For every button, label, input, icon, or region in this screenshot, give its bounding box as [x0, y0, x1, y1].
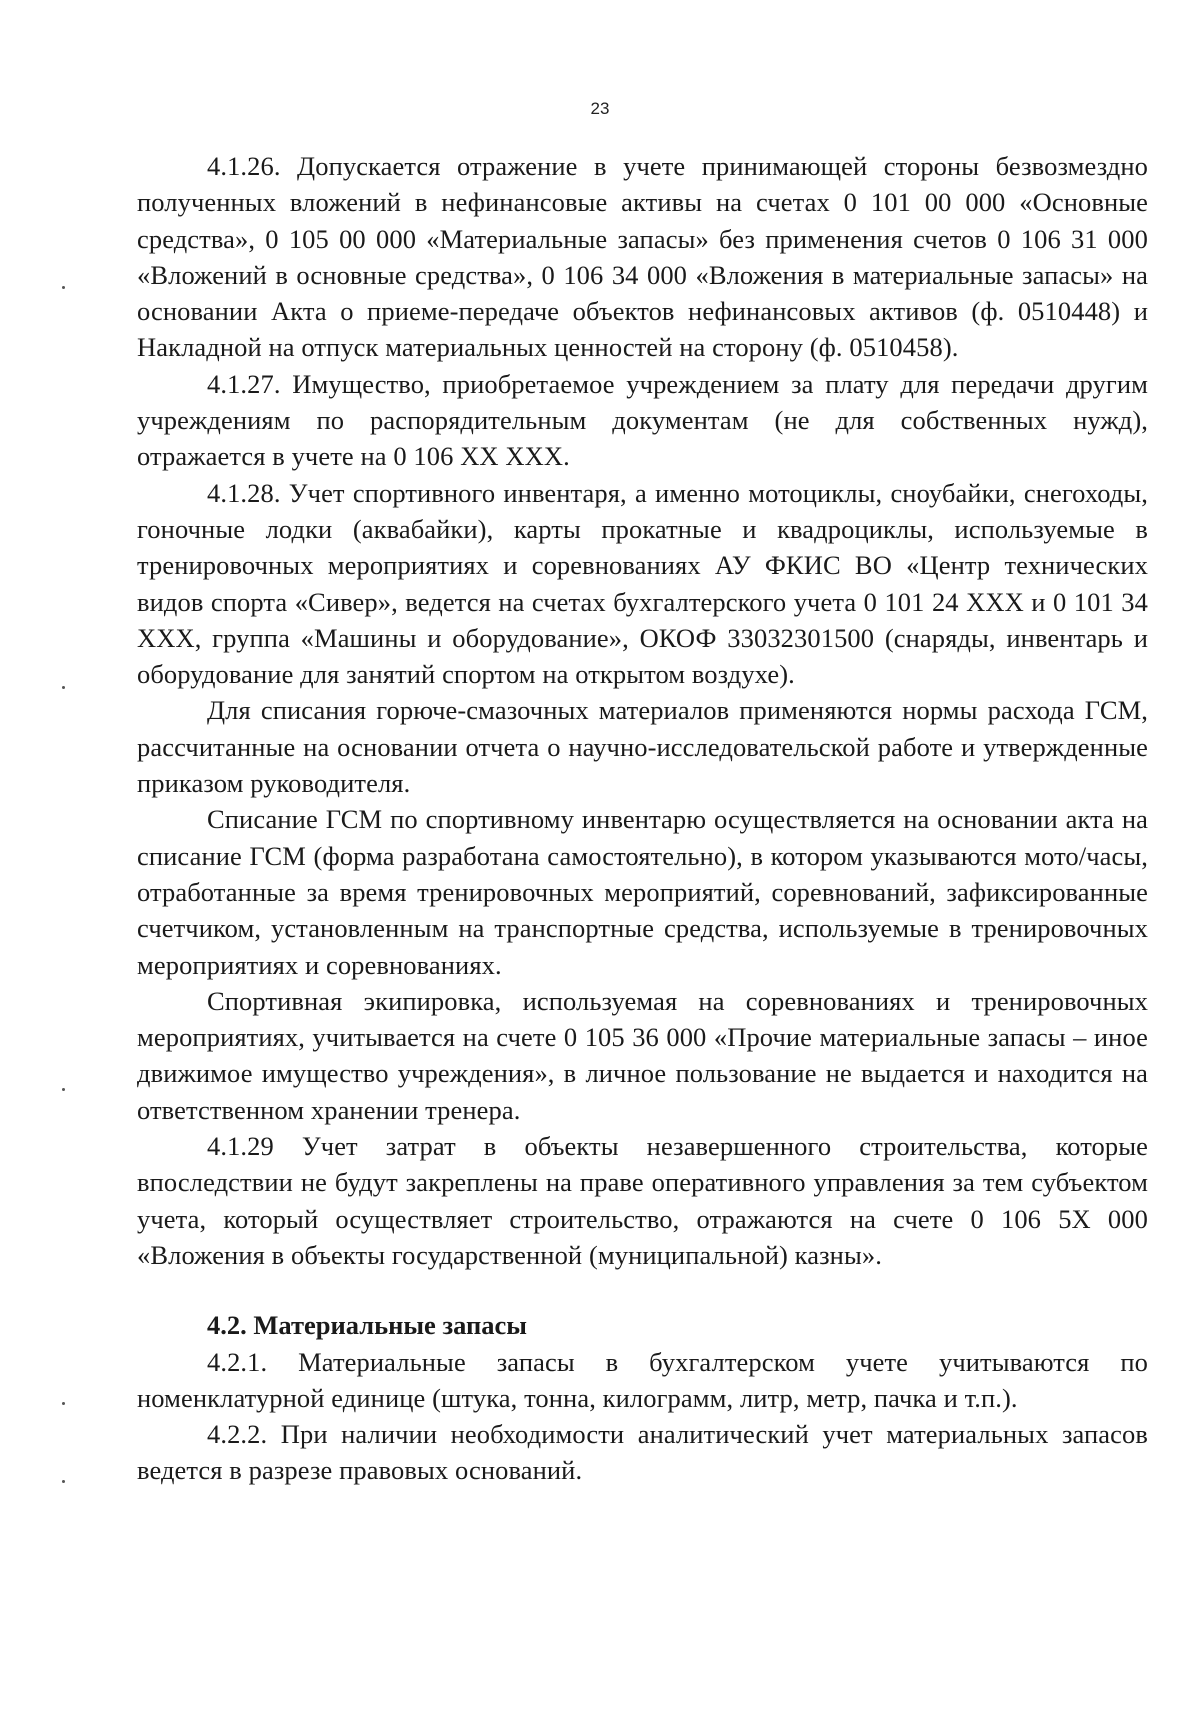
paragraph-4-2-2: 4.2.2. При наличии необходимости аналитический учет материальных запасов ведется в разрезе правовых оснований.	[137, 1419, 1148, 1486]
margin-mark	[62, 286, 65, 289]
margin-mark	[62, 1480, 65, 1483]
paragraph-4-1-29: 4.1.29 Учет затрат в объекты незавершенного строительства, которые впоследствии не будут закреплены на праве оперативного управления за тем субъектом учета, который осуществляет строительство, отражаются на счете 0 106 5X 000 «Вложения в объекты государственной (муниципальной) казны».	[137, 1131, 1148, 1270]
paragraph-4-1-27: 4.1.27. Имущество, приобретаемое учреждением за плату для передачи другим учреждениям по распорядительным документам (не для собственных нужд), отражается в учете на 0 106 XX XXX.	[137, 368, 1148, 472]
margin-mark	[62, 1088, 65, 1091]
paragraph-4-1-28: 4.1.28. Учет спортивного инвентаря, а именно мотоциклы, сноубайки, снегоходы, гоночные лодки (аквабайки), карты прокатные и квадроциклы, используемые в тренировочных мероприятиях и соревнованиях АУ ФКИС ВО «Центр технических видов спорта «Сивер», ведется на счетах бухгалтерского учета 0 101 24 XXX и 0 101 34 XXX, группа «Машины и оборудование», ОКОФ 33032301500 (снаряды, инвентарь и оборудование для занятий спортом на открытом воздухе).	[137, 477, 1148, 690]
document-body	[137, 148, 1148, 1489]
paragraph-4-2-1: 4.2.1. Материальные запасы в бухгалтерском учете учитываются по номенклатурной единице (штука, тонна, килограмм, литр, метр, пачка и т.п.).	[137, 1346, 1148, 1413]
paragraph-fuel-norms: Для списания горюче-смазочных материалов применяются нормы расхода ГСМ, рассчитанные на основании отчета о научно-исследовательской работе и утвержденные приказом руководителя.	[137, 695, 1148, 799]
paragraph-sports-equipment: Спортивная экипировка, используемая на соревнованиях и тренировочных мероприятиях, учитывается на счете 0 105 36 000 «Прочие материальные запасы – иное движимое имущество учреждения», в личное пользование не выдается и находится на ответственном хранении тренера.	[137, 985, 1148, 1125]
section-heading: 4.2. Материальные запасы	[207, 1310, 527, 1341]
page-number: 23	[590, 99, 610, 118]
paragraph-4-1-26: 4.1.26. Допускается отражение в учете принимающей стороны безвозмездно полученных вложений в нефинансовые активы на счетах 0 101 00 000 «Основные средства», 0 105 00 000 «Материальные запасы» без применения счетов 0 106 31 000 «Вложений в основные средства», 0 106 34 000 «Вложения в материальные запасы» на основании Акта о приеме-передаче объектов нефинансовых активов (ф. 0510448) и Накладной на отпуск материальных ценностей на сторону (ф. 0510458).	[137, 151, 1148, 363]
paragraph-fuel-writeoff: Списание ГСМ по спортивному инвентарю осуществляется на основании акта на списание ГСМ (форма разработана самостоятельно), в котором указываются мото/часы, отработанные за время тренировочных мероприятий, соревнований, зафиксированные счетчиком, установленным на транспортные средства, используемые в тренировочных мероприятиях и соревнованиях.	[137, 804, 1148, 980]
margin-mark	[62, 1402, 65, 1405]
margin-mark	[62, 686, 65, 689]
